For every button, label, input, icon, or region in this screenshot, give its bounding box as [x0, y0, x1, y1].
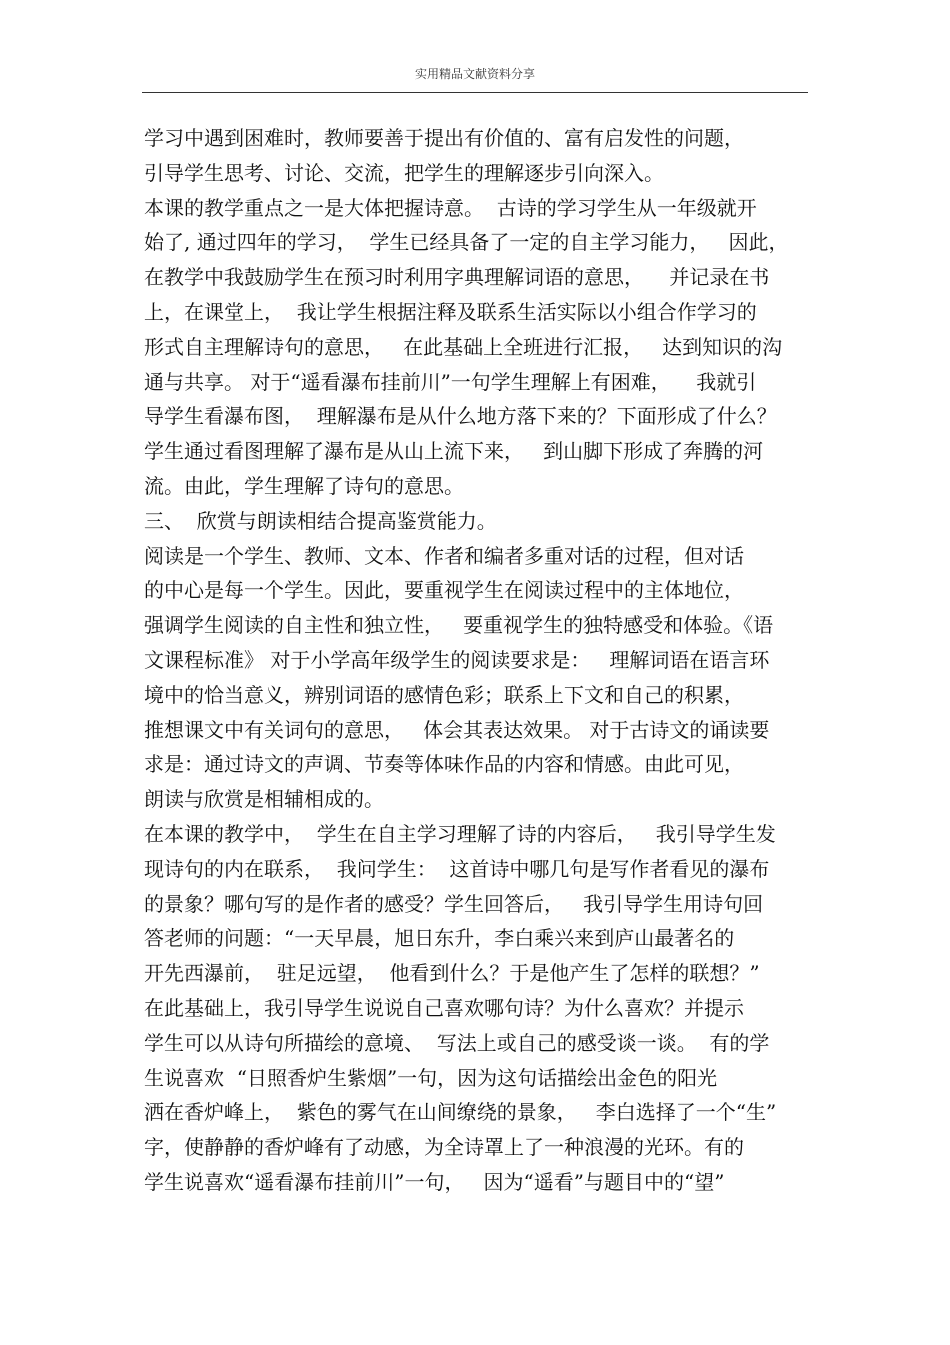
text-line: 的中心是每一个学生。因此，要重视学生在阅读过程中的主体地位， [144, 578, 744, 603]
text-line: 在教学中我鼓励学生在预习时利用字典理解词语的意思， 并记录在书 [144, 265, 770, 290]
text-line: 学生说喜欢“遥看瀑布挂前川”一句， 因为“遥看”与题目中的“望” [144, 1169, 725, 1194]
text-line: 上，在课堂上， 我让学生根据注释及联系生活实际以小组合作学习的 [144, 299, 757, 324]
text-line: 流。由此，学生理解了诗句的意思。 [144, 473, 464, 498]
text-line: 始了, 通过四年的学习， 学生已经具备了一定的自主学习能力， 因此， [144, 230, 789, 255]
text-line: 开先西瀑前， 驻足远望， 他看到什么？于是他产生了怎样的联想？” [144, 961, 760, 986]
text-line: 学生可以从诗句所描绘的意境、 写法上或自己的感受谈一谈。 有的学 [144, 1030, 770, 1055]
text-line: 答老师的问题：“一天早晨，旭日东升，李白乘兴来到庐山最著名的 [144, 926, 735, 951]
text-line: 朗读与欣赏是相辅相成的。 [144, 787, 384, 812]
text-line: 推想课文中有关词句的意思， 体会其表达效果。 对于古诗文的诵读要 [144, 717, 770, 742]
page-header [142, 66, 808, 93]
text-line: 强调学生阅读的自主性和独立性， 要重视学生的独特感受和体验。《语 [144, 613, 774, 638]
text-line: 引导学生思考、讨论、交流，把学生的理解逐步引向深入。 [144, 160, 664, 185]
text-line: 洒在香炉峰上， 紫色的雾气在山间缭绕的景象， 李白选择了一个“生” [144, 1100, 777, 1125]
header-title: 实用精品文献资料分享 [414, 67, 535, 81]
text-line: 的景象？哪句写的是作者的感受？学生回答后， 我引导学生用诗句回 [144, 891, 764, 916]
text-line: 文课程标准》 对于小学高年级学生的阅读要求是： 理解词语在语言环 [144, 647, 770, 672]
text-line: 在此基础上，我引导学生说说自己喜欢哪句诗？为什么喜欢？并提示 [144, 995, 744, 1020]
document-body [144, 121, 810, 1200]
text-line: 阅读是一个学生、教师、文本、作者和编者多重对话的过程，但对话 [144, 543, 744, 568]
text-line: 通与共享。 对于“遥看瀑布挂前川”一句学生理解上有困难， 我就引 [144, 369, 757, 394]
text-line: 形式自主理解诗句的意思， 在此基础上全班进行汇报， 达到知识的沟 [144, 334, 783, 359]
text-line: 学生通过看图理解了瀑布是从山上流下来， 到山脚下形成了奔腾的河 [144, 439, 764, 464]
text-line: 本课的教学重点之一是大体把握诗意。 古诗的学习学生从一年级就开 [144, 195, 757, 220]
text-line: 境中的恰当意义，辨别词语的感情色彩；联系上下文和自己的积累， [144, 682, 744, 707]
text-line: 导学生看瀑布图， 理解瀑布是从什么地方落下来的？下面形成了什么？ [144, 404, 777, 429]
text-line: 在本课的教学中， 学生在自主学习理解了诗的内容后， 我引导学生发 [144, 821, 776, 846]
section-heading: 三、 欣赏与朗读相结合提高鉴赏能力。 [144, 508, 497, 533]
text-line: 求是：通过诗文的声调、节奏等体味作品的内容和情感。由此可见， [144, 752, 744, 777]
text-line: 现诗句的内在联系， 我问学生： 这首诗中哪几句是写作者看见的瀑布 [144, 856, 770, 881]
text-line: 学习中遇到困难时，教师要善于提出有价值的、富有启发性的问题， [144, 126, 744, 150]
text-line: 生说喜欢 “日照香炉生紫烟”一句，因为这句话描绘出金色的阳光 [144, 1065, 718, 1090]
text-line: 字，使静静的香炉峰有了动感，为全诗罩上了一种浪漫的光环。有的 [144, 1135, 744, 1160]
